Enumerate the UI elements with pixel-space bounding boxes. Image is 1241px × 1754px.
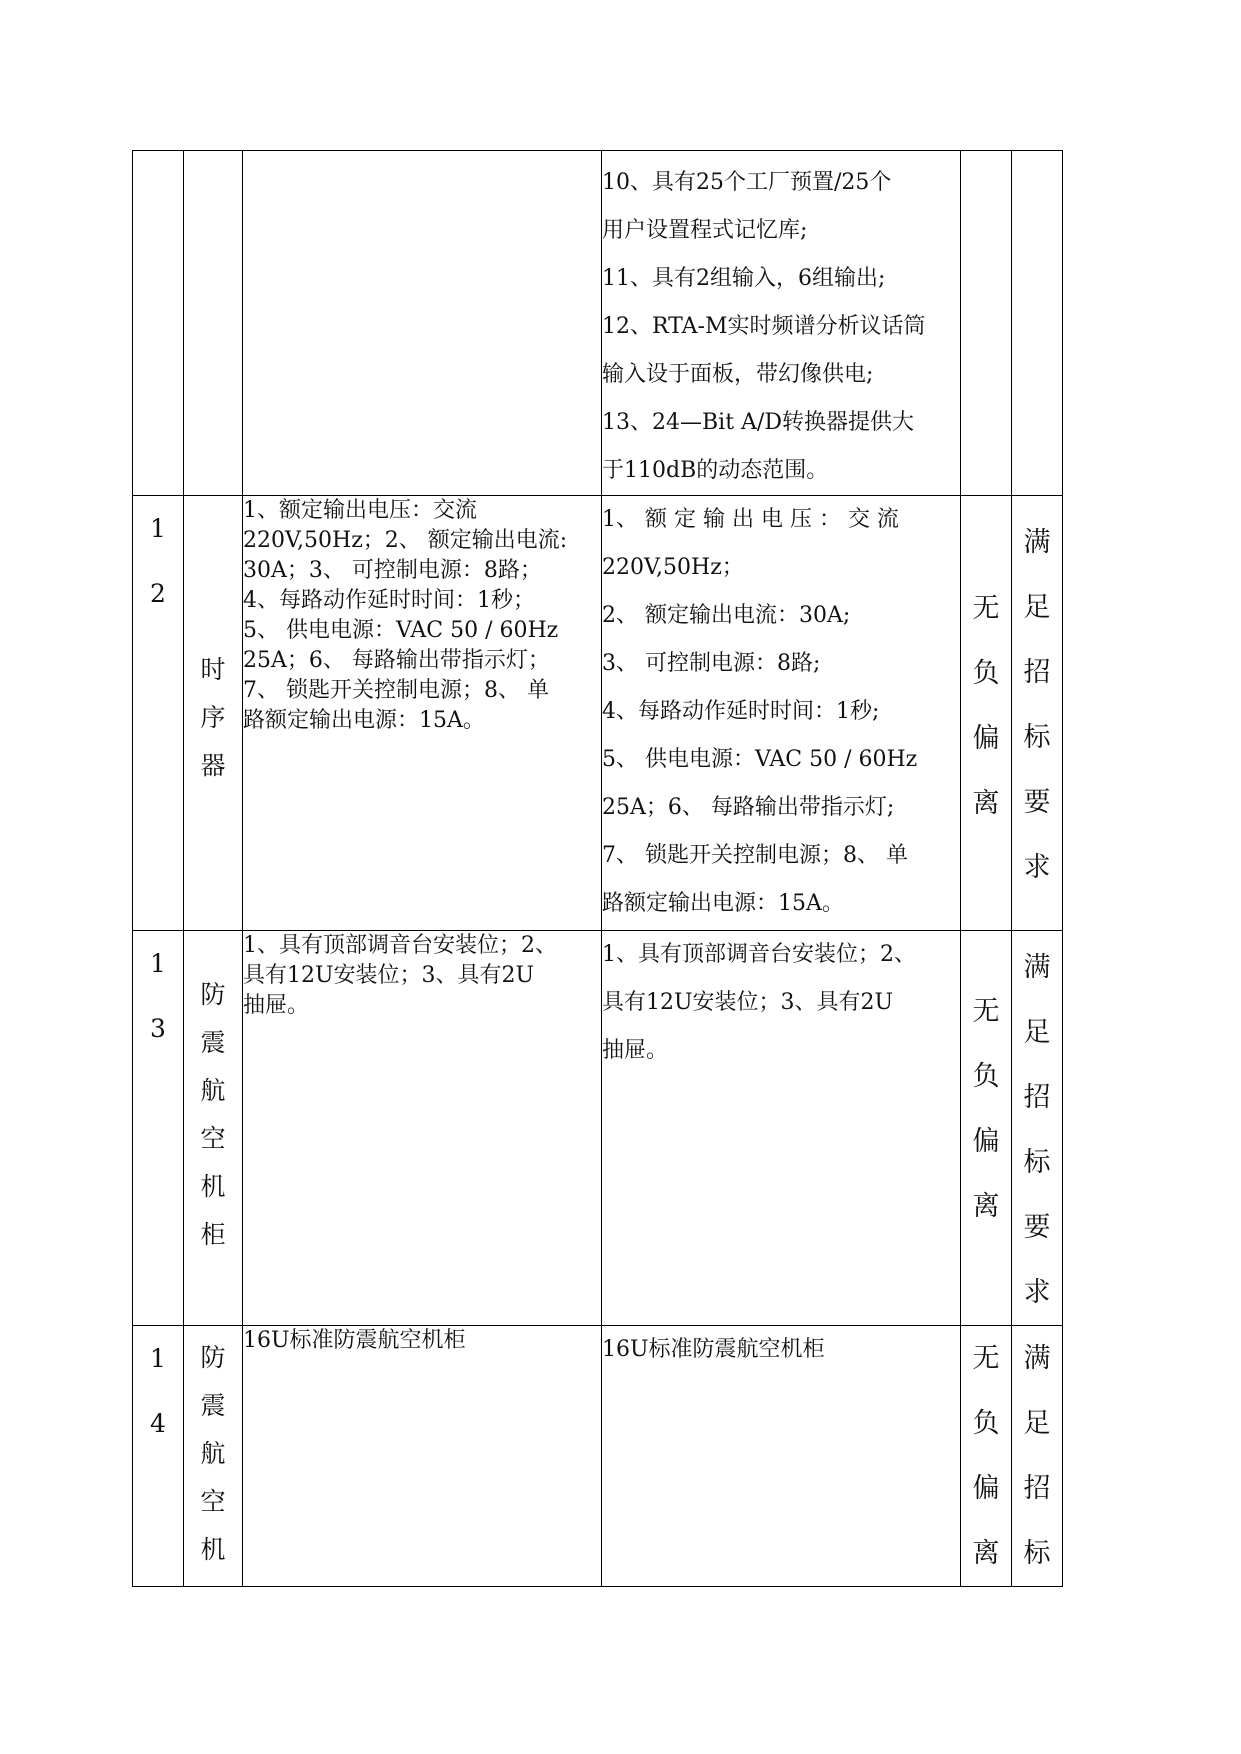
item-name-cell: 时 序 器 [184, 496, 243, 931]
remark-cell: 满 足 招 标 [1012, 1326, 1063, 1587]
response-cell: 1、具有顶部调音台安装位；2、 具有12U安装位；3、具有2U 抽屉。 [602, 931, 961, 1326]
requirement-cell: 1、具有顶部调音台安装位；2、 具有12U安装位；3、具有2U 抽屉。 [243, 931, 602, 1326]
spec-table [132, 150, 1063, 1587]
table-row [133, 1326, 1063, 1587]
response-cell: 10、具有25个工厂预置/25个 用户设置程式记忆库; 11、具有2组输入，6组输出; 12、RTA-M实时频谱分析议话筒 输入设于面板，带幻像供电; 13、24—Bit A/D转换器提供大 于110dB的动态范围。 [602, 151, 961, 496]
table-row [133, 496, 1063, 931]
item-number-cell: 1 3 [133, 931, 184, 1326]
remark-cell: 满 足 招 标 要 求 [1012, 496, 1063, 931]
requirement-cell: 1、额定输出电压：交流 220V,50Hz；2、 额定输出电流: 30A；3、 可控制电源：8路； 4、每路动作延时时间：1秒； 5、 供电电源：VAC 50 / 60Hz 25A；6、 每路输出带指示灯； 7、 锁匙开关控制电源；8、 单 路额定输出电源：15A。 [243, 496, 602, 931]
item-name-cell [184, 151, 243, 496]
item-number-cell [133, 151, 184, 496]
deviation-cell: 无 负 偏 离 [961, 1326, 1012, 1587]
item-number-cell: 1 4 [133, 1326, 184, 1587]
item-name-cell: 防 震 航 空 机 柜 [184, 931, 243, 1326]
response-cell: 16U标准防震航空机柜 [602, 1326, 961, 1587]
response-cell: 1、 额 定 输 出 电 压 ： 交 流 220V,50Hz； 2、 额定输出电流：30A; 3、 可控制电源：8路; 4、每路动作延时时间：1秒; 5、 供电电源：VAC 50 / 60Hz 25A；6、 每路输出带指示灯; 7、 锁匙开关控制电源；8、 单 路额定输出电源：15A。 [602, 496, 961, 931]
deviation-cell: 无 负 偏 离 [961, 496, 1012, 931]
item-number-cell: 1 2 [133, 496, 184, 931]
deviation-cell [961, 151, 1012, 496]
remark-cell [1012, 151, 1063, 496]
table-row [133, 151, 1063, 496]
deviation-cell: 无 负 偏 离 [961, 931, 1012, 1326]
remark-cell: 满 足 招 标 要 求 [1012, 931, 1063, 1326]
table-row [133, 931, 1063, 1326]
item-name-cell: 防 震 航 空 机 [184, 1326, 243, 1587]
requirement-cell [243, 151, 602, 496]
requirement-cell: 16U标准防震航空机柜 [243, 1326, 602, 1587]
